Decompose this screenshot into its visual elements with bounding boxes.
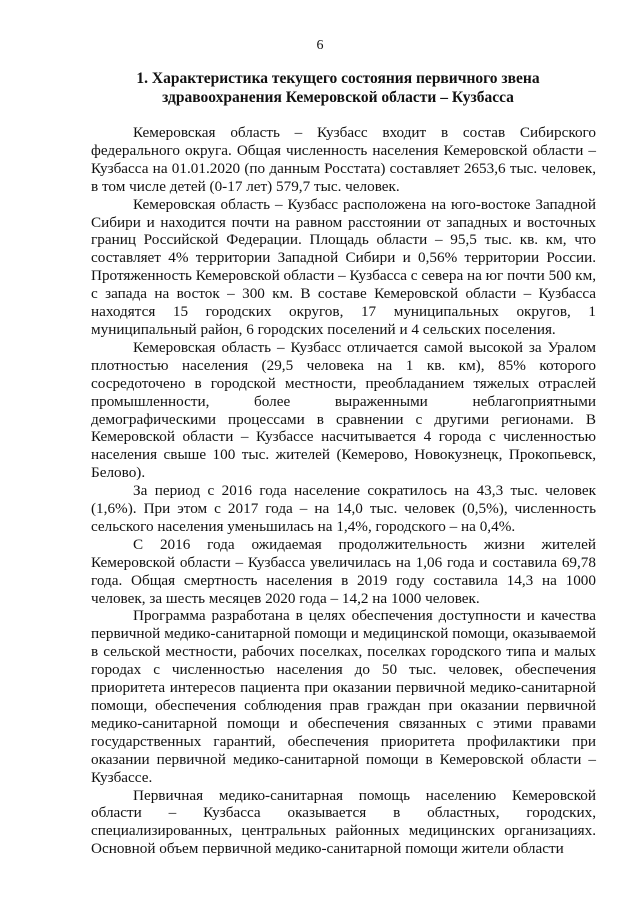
paragraph-density: Кемеровская область – Кузбасс отличается самой высокой за Уралом плотностью населения (29,5 человека на 1 кв. км), 85% которого сосредоточено в городской местности, преобладанием тяжелых отраслей промышленности, более выраженными неблагоприятными демографическими процессами в сравнении с другими регионами. В Кемеровской области – Кузбассе насчитывается 4 города с численностью населения свыше 100 тыс. жителей (Кемерово, Новокузнецк, Прокопьевск, Белово). [91, 338, 596, 482]
section-heading-line-2: здравоохранения Кемеровской области – Кузбасса [162, 89, 514, 106]
page-number: 6 [316, 38, 324, 53]
paragraph-program-goals: Программа разработана в целях обеспечения доступности и качества первичной медико-санитарной помощи и медицинской помощи, оказываемой в сельской местности, рабочих поселках, поселках городского типа и малых городах с численностью населения до 50 тыс. человек, обеспечения приоритета интересов пациента при оказании первичной медико-санитарной помощи, обеспечения соблюдения прав граждан при оказании первичной медико-санитарной помощи и обеспечения связанных с этими правами государственных гарантий, обеспечения приоритета профилактики при оказании первичной медико-санитарной помощи в Кемеровской области – Кузбассе. [91, 607, 596, 786]
body-text [91, 124, 596, 858]
paragraph-primary-care: Первичная медико-санитарная помощь населению Кемеровской области – Кузбасса оказывается в областных, городских, специализированных, центральных районных медицинских организациях. Основной объем первичной медико-санитарной помощи жители области [91, 786, 596, 858]
paragraph-population: Кемеровская область – Кузбасс входит в состав Сибирского федерального округа. Общая численность населения Кемеровской области – Кузбасса на 01.01.2020 (по данным Росстата) составляет 2653,6 тыс. человек, в том числе детей (0-17 лет) 579,7 тыс. человек. [91, 124, 596, 195]
section-heading [108, 69, 568, 107]
paragraph-population-decline: За период с 2016 года население сократилось на 43,3 тыс. человек (1,6%). При этом с 2017 года – на 14,0 тыс. человек (0,5%), численность сельского населения уменьшилась на 1,4%, городского – на 0,4%. [91, 482, 596, 535]
paragraph-life-expectancy: С 2016 года ожидаемая продолжительность жизни жителей Кемеровской области – Кузбасса увеличилась на 1,06 года и составила 69,78 года. Общая смертность населения в 2019 году составила 14,3 на 1000 человек, за шесть месяцев 2020 года – 14,2 на 1000 человек. [91, 535, 596, 607]
paragraph-geography: Кемеровская область – Кузбасс расположена на юго-востоке Западной Сибири и находится почти на равном расстоянии от западных и восточных границ Российской Федерации. Площадь области – 95,5 тыс. кв. км, что составляет 4% территории Западной Сибири и 0,56% территории России. Протяженность Кемеровской области – Кузбасса с севера на юг почти 500 км, с запада на восток – 300 км. В составе Кемеровской области – Кузбасса находятся 15 городских округов, 17 муниципальных округов, 1 муниципальный район, 6 городских поселений и 4 сельских поселения. [91, 195, 596, 338]
section-heading-line-1: 1. Характеристика текущего состояния первичного звена [136, 70, 540, 87]
